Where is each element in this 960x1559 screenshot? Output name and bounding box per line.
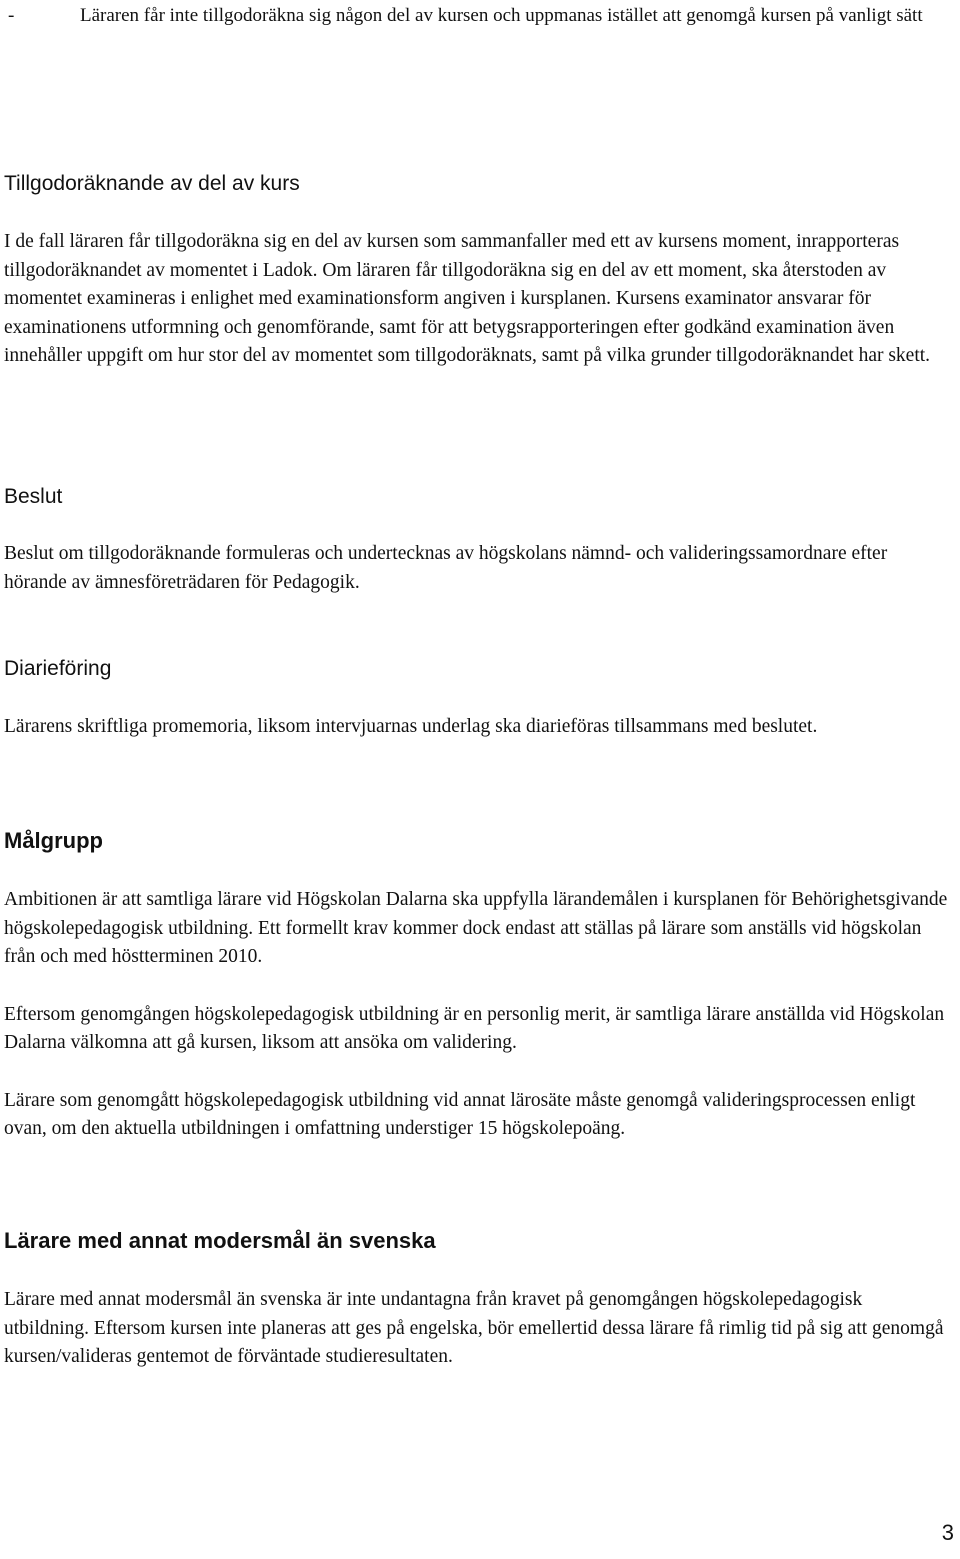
heading-malgrupp: Målgrupp [4, 828, 103, 853]
page-number: 3 [941, 1520, 954, 1545]
section-beslut [4, 483, 950, 597]
heading-modersmal: Lärare med annat modersmål än svenska [4, 1228, 436, 1253]
heading-diarieforing: Diarieföring [4, 657, 112, 680]
heading-beslut: Beslut [4, 485, 63, 508]
section-malgrupp [4, 827, 950, 1144]
heading-partial-credit: Tillgodoräknande av del av kurs [4, 172, 300, 195]
paragraph-malgrupp-3: Lärare som genomgått högskolepedagogisk utbildning vid annat lärosäte måste genomgå valideringsprocessen enligt ovan, om den aktuella utbildningen i omfattning understiger 15 högskolepoäng. [4, 1089, 916, 1139]
section-partial-credit [4, 170, 950, 371]
bullet-item [8, 2, 948, 30]
paragraph-malgrupp-2: Eftersom genomgången högskolepedagogisk utbildning är en personlig merit, är samtliga lärare anställda vid Högskolan Dalarna välkomna att gå kursen, liksom att ansöka om validering. [4, 1003, 945, 1053]
bullet-dash: - [8, 5, 15, 26]
paragraph-modersmal: Lärare med annat modersmål än svenska är inte undantagna från kravet på genomgången högskolepedagogisk utbildning. Eftersom kursen inte planeras att ges på engelska, bör emellertid dessa lärare få rimlig tid på sig att genomgå kursen/valideras gentemot de förväntade studieresultaten. [4, 1289, 944, 1367]
bullet-text: Läraren får inte tillgodoräkna sig någon del av kursen och uppmanas istället att genomgå kursen på vanligt sätt [80, 5, 923, 26]
section-diarieforing [4, 655, 950, 742]
section-modersmal [4, 1227, 950, 1372]
paragraph-beslut: Beslut om tillgodoräknande formuleras och undertecknas av högskolans nämnd- och valideringssamordnare efter hörande av ämnesföreträdaren för Pedagogik. [4, 543, 888, 593]
paragraph-malgrupp-1: Ambitionen är att samtliga lärare vid Högskolan Dalarna ska uppfylla lärandemålen i kursplanen för Behörighetsgivande högskolepedagogisk utbildning. Ett formellt krav kommer dock endast att ställas på lärare som anställs vid högskolan från och med höstterminen 2010. [4, 889, 948, 967]
paragraph-diarieforing: Lärarens skriftliga promemoria, liksom intervjuarnas underlag ska diarieföras tillsammans med beslutet. [4, 716, 818, 737]
paragraph-partial-credit: I de fall läraren får tillgodoräkna sig en del av kursen som sammanfaller med ett av kursens moment, inrapporteras tillgodoräknandet av momentet i Ladok. Om läraren får tillgodoräkna sig en del av ett moment, ska återstoden av momentet examineras i enlighet med examinationsform angiven i kursplanen. Kursens examinator ansvarar för examinationens utformning och genomförande, samt för att betygsrapporteringen efter godkänd examination även innehåller uppgift om hur stor del av momentet som tillgodoräknats, samt på vilka grunder tillgodoräknandet har skett. [4, 231, 931, 366]
